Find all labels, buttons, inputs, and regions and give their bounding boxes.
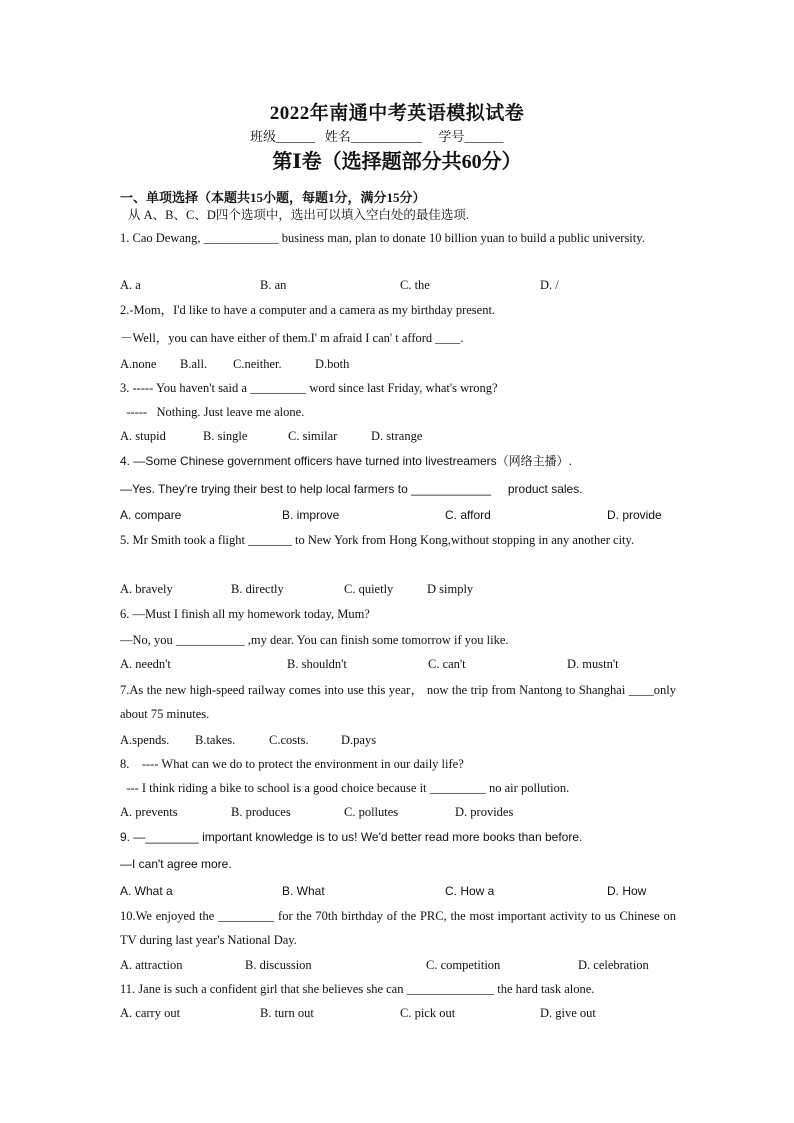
option-c: C. similar (288, 429, 338, 443)
option-b: B. improve (282, 508, 340, 522)
option-c: C. quietly (344, 582, 394, 596)
option-c: C. the (400, 278, 430, 292)
question-8-options (120, 805, 680, 825)
question-4-line-2: —Yes. They're trying their best to help local farmers to ____________ product sales. (120, 482, 583, 496)
option-d: D. How (607, 884, 647, 898)
option-d: D simply (427, 582, 474, 596)
option-d: D. strange (371, 429, 423, 443)
option-d: D. provides (455, 805, 514, 819)
option-b: B.takes. (195, 733, 236, 747)
part-subtitle: 第Ⅰ卷（选择题部分共60分） (272, 151, 522, 173)
option-c: C. pollutes (344, 805, 399, 819)
question-7-stem: 7.As the new high-speed railway comes into use this year， now the trip from Nantong to Shanghai ____only about 75 minutes. (120, 683, 676, 721)
question-4-line-1: 4. —Some Chinese government officers have turned into livestreamers（网络主播）. (120, 454, 572, 468)
question-11-stem: 11. Jane is such a confident girl that she believes she can ______________ the hard task alone. (120, 982, 595, 996)
option-d: D. mustn't (567, 657, 619, 671)
option-d: D. / (540, 278, 559, 292)
question-8-line-2: --- I think riding a bike to school is a good choice because it _________ no air pollution. (120, 781, 570, 795)
question-4-options (120, 508, 680, 528)
question-11-options (120, 1006, 680, 1026)
option-d: D.both (315, 357, 350, 371)
option-c: C.costs. (269, 733, 309, 747)
option-b: B. single (203, 429, 248, 443)
option-b: B. produces (231, 805, 291, 819)
option-a: A. a (120, 278, 141, 292)
question-10-stem: 10.We enjoyed the _________ for the 70th birthday of the PRC, the most important activity to us Chinese on TV during last year's National Day. (120, 909, 676, 947)
question-9-options (120, 884, 680, 904)
question-8-line-1: 8. ---- What can we do to protect the environment in our daily life? (120, 757, 464, 771)
option-c: C. can't (428, 657, 466, 671)
question-7-options (120, 733, 680, 753)
question-2-line-1: 2.-Mom，I'd like to have a computer and a camera as my birthday present. (120, 303, 496, 317)
option-d: D. celebration (578, 958, 649, 972)
option-c: C. competition (426, 958, 501, 972)
option-b: B. an (260, 278, 287, 292)
option-c: C. How a (445, 884, 495, 898)
option-c: C. pick out (400, 1006, 456, 1020)
option-b: B.all. (180, 357, 208, 371)
question-9-line-2: —I can't agree more. (120, 857, 232, 871)
option-a: A.none (120, 357, 157, 371)
option-b: B. shouldn't (287, 657, 347, 671)
question-6-options (120, 657, 680, 677)
question-3-line-1: 3. ----- You haven't said a _________ word since last Friday, what's wrong? (120, 381, 498, 395)
student-info-line: 班级______ 姓名___________ 学号______ (250, 129, 504, 144)
option-d: D. provide (607, 508, 662, 522)
option-b: B. discussion (245, 958, 312, 972)
question-1-stem: 1. Cao Dewang, ____________ business man, plan to donate 10 billion yuan to build a public university. (120, 231, 645, 245)
section-heading: 一、单项选择（本题共15小题，每题1分，满分15分） (120, 190, 426, 205)
option-d: D.pays (341, 733, 377, 747)
option-b: B. directly (231, 582, 284, 596)
question-2-line-2: －Well，you can have either of them.I' m afraid I can' t afford ____. (120, 331, 464, 345)
option-a: A. stupid (120, 429, 166, 443)
question-10-options (120, 958, 680, 978)
option-a: A. What a (120, 884, 173, 898)
option-a: A.spends. (120, 733, 170, 747)
question-6-line-1: 6. —Must I finish all my homework today, Mum? (120, 607, 370, 621)
question-3-options (120, 429, 680, 449)
option-a: A. compare (120, 508, 182, 522)
option-a: A. attraction (120, 958, 183, 972)
question-6-line-2: —No, you ___________ ,my dear. You can finish some tomorrow if you like. (120, 633, 509, 647)
option-a: A. prevents (120, 805, 178, 819)
option-a: A. carry out (120, 1006, 181, 1020)
question-9-line-1: 9. —________ important knowledge is to us! We'd better read more books than before. (120, 830, 583, 844)
question-5-stem: 5. Mr Smith took a flight _______ to New York from Hong Kong,without stopping in any another city. (120, 533, 635, 547)
question-2-options (120, 357, 680, 377)
option-c: C.neither. (233, 357, 282, 371)
question-3-line-2: ----- Nothing. Just leave me alone. (120, 405, 305, 419)
section-instruction: 从 A、B、C、D四个选项中，选出可以填入空白处的最佳选项. (128, 208, 469, 222)
question-5-options (120, 582, 680, 602)
question-1-options (120, 278, 680, 298)
option-b: B. turn out (260, 1006, 314, 1020)
option-a: A. bravely (120, 582, 173, 596)
option-a: A. needn't (120, 657, 171, 671)
option-c: C. afford (445, 508, 491, 522)
exam-title: 2022年南通中考英语模拟试卷 (269, 103, 525, 124)
option-b: B. What (282, 884, 325, 898)
option-d: D. give out (540, 1006, 596, 1020)
